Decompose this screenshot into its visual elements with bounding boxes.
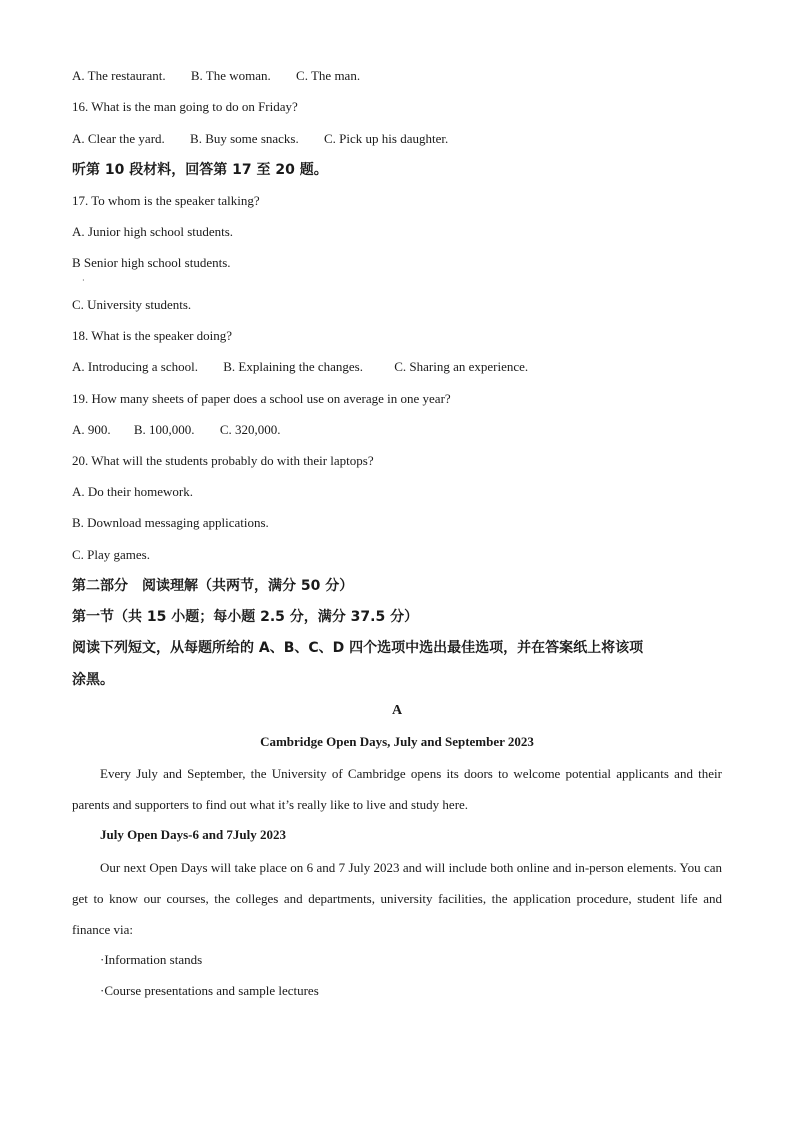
q19-question: 19. How many sheets of paper does a school use on average in one year? <box>72 391 451 406</box>
bullet-item: ·Information stands <box>100 952 203 967</box>
part2-instruction-line2: 涂黑。 <box>72 672 114 688</box>
q16-option-c: C. Pick up his daughter. <box>323 131 449 146</box>
part2-section1: 第一节（共 15 小题；每小题 2.5 分，满分 37.5 分） <box>72 609 419 625</box>
q15-option-b: B. The woman. <box>190 68 271 83</box>
q15-options <box>72 68 360 84</box>
q20-question: 20. What will the students probably do with their laptops? <box>72 453 374 468</box>
q16-question: 16. What is the man going to do on Friday? <box>72 99 298 114</box>
passage-subheading: July Open Days-6 and 7July 2023 <box>100 827 287 842</box>
q18-option-b: B. Explaining the changes. <box>223 359 363 374</box>
q15-option-c: C. The man. <box>296 68 361 83</box>
q15-option-a: A. The restaurant. <box>72 68 166 83</box>
q18-option-a: A. Introducing a school. <box>72 359 199 374</box>
q18-question: 18. What is the speaker doing? <box>72 328 233 343</box>
part2-instruction-line1: 阅读下列短文，从每题所给的 A、B、C、D 四个选项中选出最佳选项，并在答案纸上将该项 <box>72 640 644 656</box>
q19-option-a: A. 900. <box>72 422 111 437</box>
q17-option-c: C. University students. <box>72 297 192 312</box>
q20-option-c: C. Play games. <box>72 547 150 562</box>
q17-question: 17. To whom is the speaker talking? <box>72 193 260 208</box>
passage-intro: Every July and September, the University of Cambridge opens its doors to welcome potential applicants and their parents and supporters to find out what it’s really like to live and study here. <box>72 766 722 812</box>
q18-option-c: C. Sharing an experience. <box>394 359 529 374</box>
q16-option-a: A. Clear the yard. <box>72 131 165 146</box>
q19-option-c: C. 320,000. <box>219 422 281 437</box>
q17-option-a: A. Junior high school students. <box>72 224 234 239</box>
q19-option-b: B. 100,000. <box>133 422 195 437</box>
q20-option-b: B. Download messaging applications. <box>72 515 269 530</box>
bullet-item: ·Course presentations and sample lectures <box>100 983 319 998</box>
section10-instruction: 听第 10 段材料，回答第 17 至 20 题。 <box>72 162 328 178</box>
stray-dot: · <box>82 276 85 285</box>
q18-options <box>72 359 528 375</box>
q20-option-a: A. Do their homework. <box>72 484 193 499</box>
q16-options <box>72 131 448 147</box>
part2-heading: 第二部分 阅读理解（共两节，满分 50 分） <box>72 578 354 594</box>
passage-body: Our next Open Days will take place on 6 and 7 July 2023 and will include both online and in-person elements. You can get to know our courses, the colleges and departments, university facilities, the application procedure, student life and finance via: <box>72 860 722 937</box>
q19-options <box>72 422 280 438</box>
q17-option-b: B Senior high school students. <box>72 255 231 270</box>
passage-title: Cambridge Open Days, July and September 2023 <box>260 734 534 749</box>
q16-option-b: B. Buy some snacks. <box>190 131 299 146</box>
passage-letter: A <box>391 703 403 718</box>
